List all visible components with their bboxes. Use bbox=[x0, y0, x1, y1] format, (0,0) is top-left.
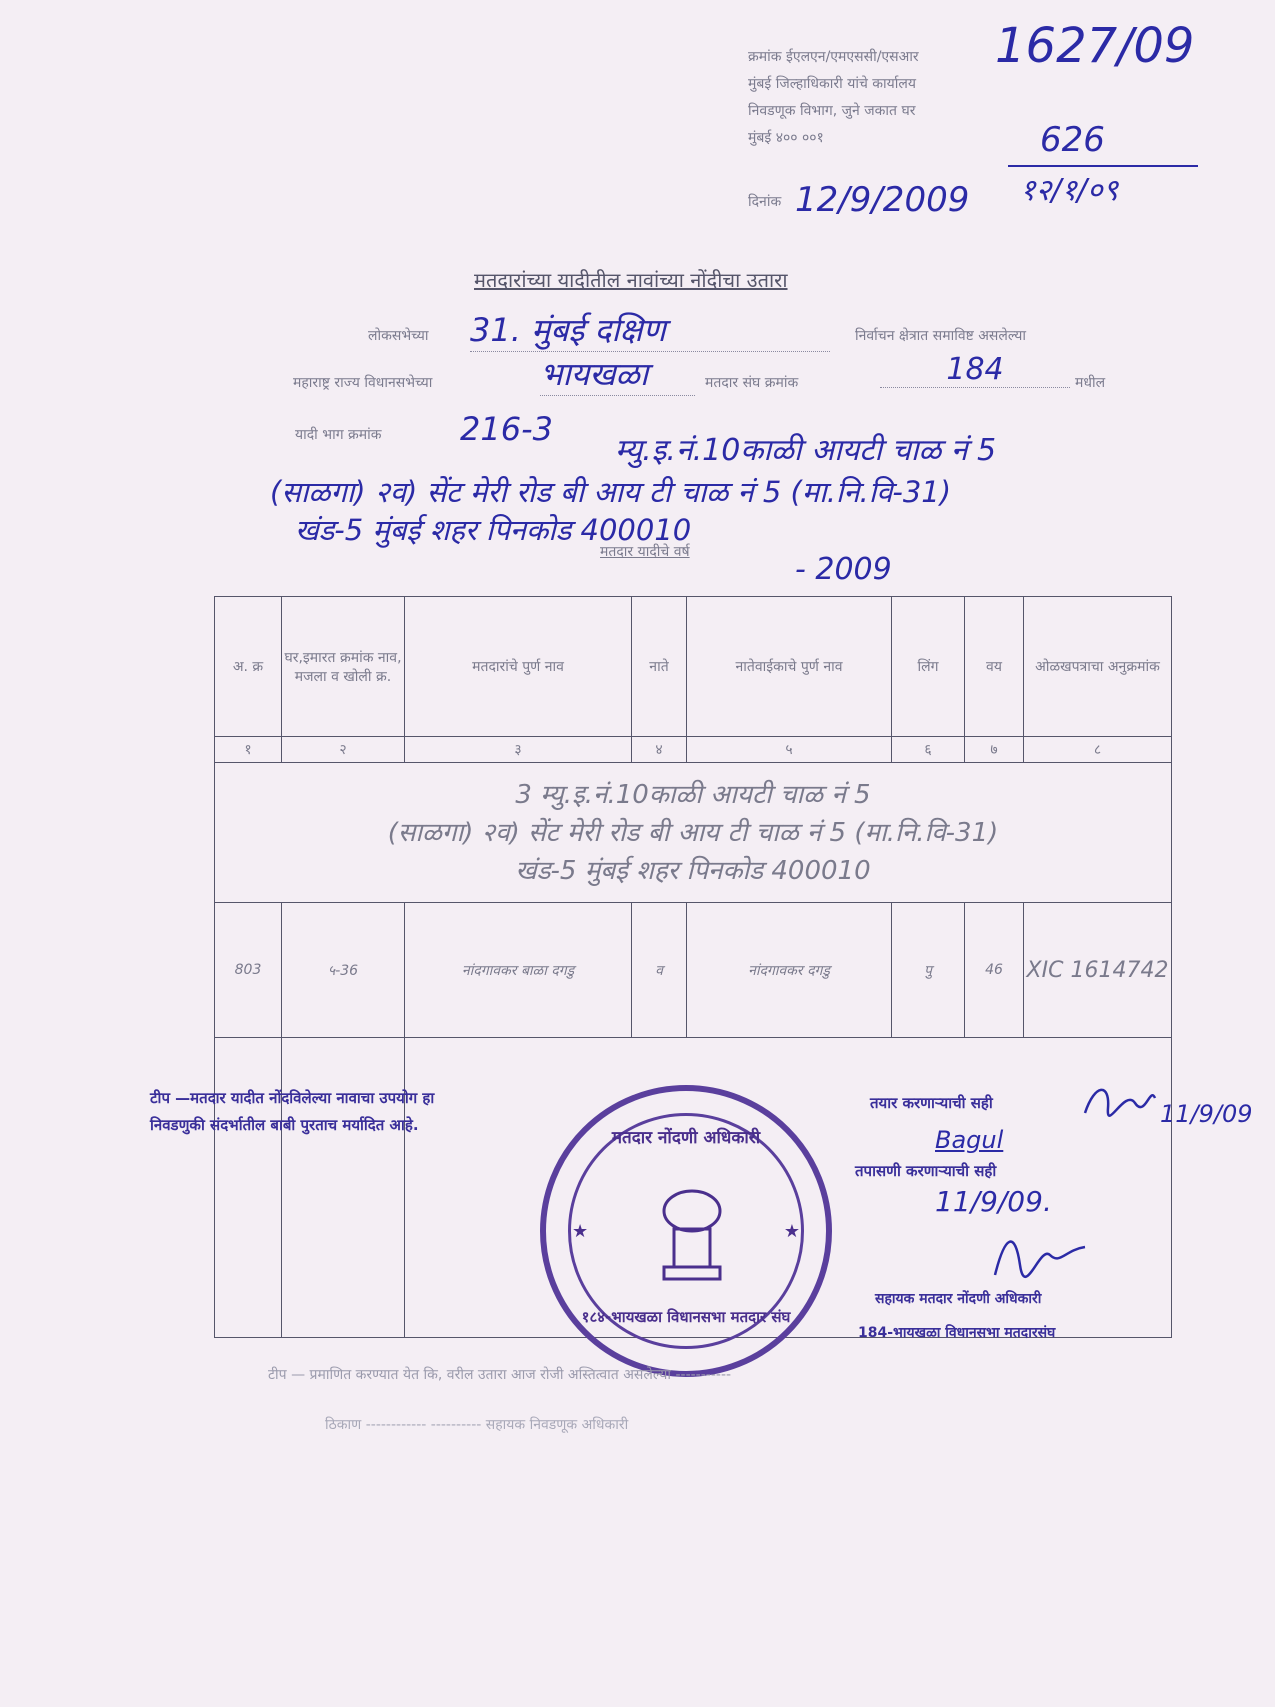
officer-title: सहायक मतदार नोंदणी अधिकारी bbox=[875, 1291, 1042, 1307]
officer-signature bbox=[985, 1225, 1095, 1285]
col-header: मतदारांचे पुर्ण नाव bbox=[405, 597, 632, 737]
epic-cell: XIC 1614742 bbox=[1024, 903, 1172, 1038]
footer-certification: टीप — प्रमाणित करण्यात येत कि, वरील उतारा आज रोजी अस्तित्वात असलेल्या ----------- bbox=[268, 1367, 732, 1383]
official-stamp bbox=[540, 1085, 832, 1377]
prepared-date: 11/9/09 bbox=[1160, 1100, 1253, 1128]
col-number: ५ bbox=[687, 737, 892, 763]
table-header-row bbox=[215, 597, 1172, 737]
col-number: ३ bbox=[405, 737, 632, 763]
ref-line: क्रमांक ईएलएन/एमएससी/एसआर bbox=[748, 49, 919, 65]
lok-sabha-label: लोकसभेच्या bbox=[368, 328, 429, 344]
address-line-3: खंड-5 मुंबई शहर पिनकोड 400010 bbox=[295, 513, 692, 547]
stamp-bottom-text: १८४-भायखळा विधानसभा मतदार संघ bbox=[581, 1308, 791, 1326]
house-cell: ५-36 bbox=[282, 903, 405, 1038]
sthitil-label: मधील bbox=[1075, 375, 1106, 391]
year-value: - 2009 bbox=[795, 552, 892, 587]
emblem-icon bbox=[652, 1181, 732, 1291]
col-header: नातेवाईकाचे पुर्ण नाव bbox=[687, 597, 892, 737]
reference-number: 1627/09 bbox=[995, 18, 1195, 74]
part-value: 216-3 bbox=[460, 410, 553, 448]
col-number: ७ bbox=[965, 737, 1024, 763]
vidhan-sabha-value: भायखळा bbox=[540, 352, 695, 396]
ref-line: निवडणूक विभाग, जुने जकात घर bbox=[748, 103, 916, 119]
constituency-suffix: निर्वाचन क्षेत्रात समाविष्ट असलेल्या bbox=[855, 328, 1027, 344]
matdar-sangh-label: मतदार संघ क्रमांक bbox=[705, 375, 799, 391]
footer-place: ठिकाण ------------ ---------- सहायक निवडणूक अधिकारी bbox=[325, 1417, 629, 1433]
star-icon: ★ bbox=[783, 1221, 800, 1242]
address-row-line: खंड-5 मुंबई शहर पिनकोड 400010 bbox=[515, 855, 871, 886]
col-number: ४ bbox=[632, 737, 687, 763]
col-number: ६ bbox=[892, 737, 965, 763]
address-row bbox=[215, 763, 1172, 903]
col-number: ८ bbox=[1024, 737, 1172, 763]
checked-by-label: तपासणी करणाऱ्याची सही bbox=[855, 1162, 997, 1180]
margin-note-top: 626 bbox=[1040, 120, 1105, 160]
blank-cell bbox=[215, 1038, 282, 1338]
blank-cell bbox=[282, 1038, 405, 1338]
address-row-line: (साळगा) २व) सेंट मेरी रोड बी आय टी चाळ नं 5 (मा.नि.वि-31) bbox=[387, 817, 999, 848]
name-cell: नांदगावकर बाळा दगडु bbox=[405, 903, 632, 1038]
col-header: लिंग bbox=[892, 597, 965, 737]
part-label: यादी भाग क्रमांक bbox=[295, 427, 382, 443]
gender-cell: पु bbox=[892, 903, 965, 1038]
col-header: ओळखपत्राचा अनुक्रमांक bbox=[1024, 597, 1172, 737]
col-header: नाते bbox=[632, 597, 687, 737]
ref-line: मुंबई जिल्हाधिकारी यांचे कार्यालय bbox=[748, 76, 917, 92]
page-title: मतदारांच्या यादीतील नावांच्या नोंदीचा उतारा bbox=[474, 268, 788, 292]
address-line-2: (साळगा) २व) सेंट मेरी रोड बी आय टी चाळ नं 5 (मा.नि.वि-31) bbox=[270, 475, 952, 509]
margin-note-bottom: १२/१/०९ bbox=[1020, 173, 1119, 208]
column-number-row bbox=[215, 737, 1172, 763]
matdar-sangh-value: 184 bbox=[880, 352, 1070, 388]
officer-constituency: 184-भायखळा विधानसभा मतदारसंघ bbox=[858, 1325, 1056, 1341]
checked-date: 11/9/09. bbox=[935, 1185, 1052, 1218]
table-row bbox=[215, 903, 1172, 1038]
col-header: वय bbox=[965, 597, 1024, 737]
relation-cell: व bbox=[632, 903, 687, 1038]
col-header: अ. क्र bbox=[215, 597, 282, 737]
vidhan-sabha-label: महाराष्ट्र राज्य विधानसभेच्या bbox=[293, 375, 433, 391]
col-header: घर,इमारत क्रमांक नाव, मजला व खोली क्र. bbox=[282, 597, 405, 737]
prepared-signature bbox=[1080, 1078, 1160, 1128]
usage-note: टीप —मतदार यादीत नोंदविलेल्या नावाचा उपयोग हा निवडणुकी संदर्भातील बाबी पुरताच मर्यादित आहे. bbox=[150, 1089, 435, 1134]
margin-note-divider bbox=[1008, 165, 1198, 167]
date-value: 12/9/2009 bbox=[795, 180, 970, 220]
address-line-1: म्यु.इ.नं.10काळी आयटी चाळ नं 5 bbox=[615, 433, 997, 468]
relative-cell: नांदगावकर दगडु bbox=[687, 903, 892, 1038]
address-cell bbox=[215, 763, 1172, 903]
office-address-block bbox=[748, 44, 919, 152]
lok-sabha-value: 31. मुंबई दक्षिण bbox=[470, 308, 830, 352]
sr-cell: 803 bbox=[215, 903, 282, 1038]
year-label: मतदार यादीचे वर्ष bbox=[600, 544, 690, 560]
col-number: २ bbox=[282, 737, 405, 763]
checker-name: Bagul bbox=[935, 1126, 1004, 1154]
age-cell: 46 bbox=[965, 903, 1024, 1038]
ref-line: मुंबई ४०० ००१ bbox=[748, 130, 824, 146]
prepared-by-label: तयार करणाऱ्याची सही bbox=[870, 1094, 993, 1112]
stamp-top-text: मतदार नोंदणी अधिकारी bbox=[611, 1128, 761, 1148]
star-icon: ★ bbox=[572, 1221, 589, 1242]
col-number: १ bbox=[215, 737, 282, 763]
date-label: दिनांक bbox=[748, 194, 782, 210]
address-row-line: 3 म्यु.इ.नं.10काळी आयटी चाळ नं 5 bbox=[515, 779, 871, 810]
